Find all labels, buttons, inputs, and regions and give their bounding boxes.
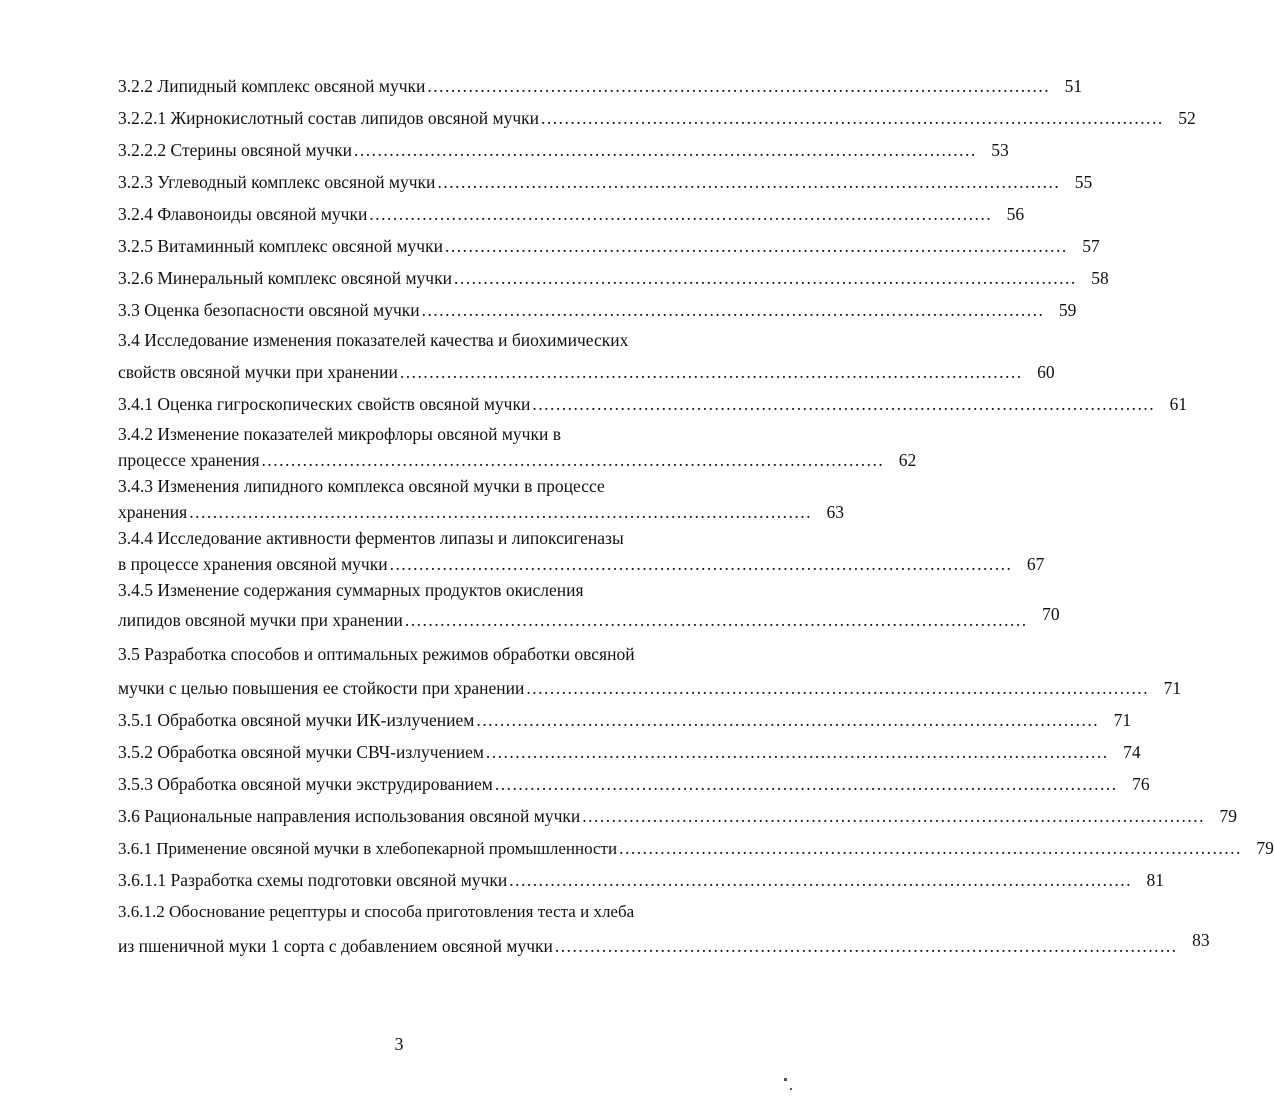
page-number: 3: [394, 1034, 404, 1054]
toc-entry-page: 81: [1146, 870, 1164, 890]
toc-entry: [118, 498, 844, 526]
toc-entry: [118, 232, 1100, 260]
toc-entry-page: 62: [898, 450, 917, 470]
dot-leader: ..........................................................................................................: [541, 108, 1164, 128]
toc-entry-title: 3.2.6 Минеральный комплекс овсяной мучки: [118, 268, 452, 288]
toc-entry-page: 51: [1064, 76, 1083, 96]
toc-entry-page: 63: [826, 502, 844, 522]
toc-entry: [118, 446, 917, 474]
toc-entry: [118, 738, 1141, 766]
toc-entry: [118, 358, 1055, 386]
scan-speck: [784, 1078, 787, 1081]
toc-entry: [118, 550, 1045, 578]
toc-entry-title: 3.6 Рациональные направления использования овсяной мучки: [118, 806, 581, 826]
toc-entry-title: липидов овсяной мучки при хранении: [118, 610, 403, 630]
toc-entry-title: 3.3 Оценка безопасности овсяной мучки: [118, 300, 420, 320]
dot-leader: ..........................................................................................................: [526, 678, 1150, 698]
dot-leader: ..........................................................................................................: [444, 236, 1068, 256]
toc-entry-first-line: 3.4.5 Изменение содержания суммарных продуктов окисления: [118, 580, 584, 600]
dot-leader: ..........................................................................................................: [189, 502, 812, 522]
dot-leader: ..........................................................................................................: [261, 450, 885, 470]
toc-entry-title: 3.6.1 Применение овсяной мучки в хлебопекарной промышленности: [118, 839, 618, 858]
toc-entry-first-line: 3.4.4 Исследование активности ферментов липазы и липоксигеназы: [118, 528, 624, 548]
dot-leader: ..........................................................................................................: [485, 742, 1109, 762]
toc-entry-first-line: 3.4 Исследование изменения показателей качества и биохимических: [118, 330, 629, 350]
toc-entry: [118, 802, 1238, 830]
toc-entry-first-line: 3.5 Разработка способов и оптимальных режимов обработки овсяной: [118, 644, 635, 664]
toc-entry: [118, 104, 1196, 132]
toc-entry-page: 74: [1123, 742, 1141, 762]
toc-entry-title: 3.5.3 Обработка овсяной мучки экструдированием: [118, 774, 493, 794]
toc-entry: [118, 390, 1188, 418]
dot-leader: ..........................................................................................................: [354, 140, 977, 160]
toc-entry-title: 3.2.2 Липидный комплекс овсяной мучки: [118, 76, 426, 96]
toc-entry-first-line: 3.4.2 Изменение показателей микрофлоры овсяной мучки в: [118, 424, 561, 444]
toc-entry-title: хранения: [118, 502, 188, 522]
toc-entry-title: 3.2.5 Витаминный комплекс овсяной мучки: [118, 236, 443, 256]
dot-leader: ..........................................................................................................: [427, 76, 1051, 96]
toc-entry-page: 52: [1178, 108, 1196, 128]
dot-leader: ..........................................................................................................: [404, 610, 1028, 630]
toc-entry-first-line: 3.4.3 Изменения липидного комплекса овсяной мучки в процессе: [118, 476, 605, 496]
toc-entry-page: 79: [1219, 806, 1238, 826]
toc-entry-page: 55: [1074, 172, 1093, 192]
toc-entry: [118, 136, 1009, 164]
dot-leader: ..........................................................................................................: [421, 300, 1045, 320]
toc-entry-page: 76: [1132, 774, 1150, 794]
toc-entry-page: 58: [1091, 268, 1109, 288]
toc-entry-page: 70: [1042, 604, 1060, 624]
toc-entry: [118, 72, 1083, 100]
toc-entry-page: 60: [1037, 362, 1055, 382]
toc-entry-title: 3.6.1.1 Разработка схемы подготовки овсяной мучки: [118, 870, 508, 890]
toc-entry-title: 3.4.1 Оценка гигроскопических свойств овсяной мучки: [118, 394, 531, 414]
toc-entry-page: 57: [1082, 236, 1100, 256]
dot-leader: ..........................................................................................................: [389, 554, 1013, 574]
toc-entry-page: 79: [1256, 838, 1274, 858]
dot-leader: ..........................................................................................................: [582, 806, 1206, 826]
scan-speck: [790, 1088, 792, 1090]
toc-entry-page: 71: [1163, 678, 1182, 698]
dot-leader: ..........................................................................................................: [509, 870, 1132, 890]
toc-entry-page: 56: [1006, 204, 1025, 224]
toc-entry: [118, 168, 1093, 196]
toc-entry-title: 3.5.1 Обработка овсяной мучки ИК-излучением: [118, 710, 475, 730]
toc-entry-title: мучки с целью повышения ее стойкости при хранении: [118, 678, 525, 698]
toc-entry-page: 67: [1026, 554, 1045, 574]
toc-entry: [118, 706, 1132, 734]
toc-entry: [118, 770, 1150, 798]
toc-entry-page: 53: [991, 140, 1009, 160]
toc-entry: [118, 866, 1164, 894]
toc-entry: [118, 834, 1274, 862]
toc-entry-title: процессе хранения: [118, 450, 260, 470]
dot-leader: ..........................................................................................................: [453, 268, 1077, 288]
dot-leader: ..........................................................................................................: [554, 936, 1178, 956]
toc-entry-title: 3.5.2 Обработка овсяной мучки СВЧ-излучением: [118, 742, 484, 762]
toc-entry: [118, 200, 1025, 228]
toc-entry: [118, 296, 1077, 324]
toc-entry-page: 59: [1058, 300, 1077, 320]
toc-entry-title: 3.2.4 Флавоноиды овсяной мучки: [118, 204, 368, 224]
toc-entry-title: в процессе хранения овсяной мучки: [118, 554, 388, 574]
toc-entry-page: 83: [1192, 930, 1210, 950]
toc-entry-title: свойств овсяной мучки при хранении: [118, 362, 398, 382]
dot-leader: ..........................................................................................................: [532, 394, 1156, 414]
toc-entry-page: 61: [1169, 394, 1188, 414]
toc-entry-title: 3.2.2.2 Стерины овсяной мучки: [118, 140, 353, 160]
dot-leader: ..........................................................................................................: [494, 774, 1118, 794]
toc-entry: [118, 674, 1182, 702]
toc-entry: [118, 930, 1210, 960]
dot-leader: ..........................................................................................................: [369, 204, 993, 224]
toc-entry-title: 3.2.2.1 Жирнокислотный состав липидов овсяной мучки: [118, 108, 539, 128]
toc-entry-page: 71: [1113, 710, 1132, 730]
dot-leader: ..........................................................................................................: [399, 362, 1023, 382]
dot-leader: ..........................................................................................................: [476, 710, 1100, 730]
toc-entry-title: из пшеничной муки 1 сорта с добавлением овсяной мучки: [118, 936, 553, 956]
toc-entry: [118, 264, 1109, 292]
dot-leader: ..........................................................................................................: [619, 838, 1242, 858]
toc-entry-first-line: 3.6.1.2 Обоснование рецептуры и способа приготовления теста и хлеба: [118, 902, 635, 921]
dot-leader: ..........................................................................................................: [437, 172, 1061, 192]
toc-entry: [118, 604, 1060, 634]
toc-entry-title: 3.2.3 Углеводный комплекс овсяной мучки: [118, 172, 436, 192]
